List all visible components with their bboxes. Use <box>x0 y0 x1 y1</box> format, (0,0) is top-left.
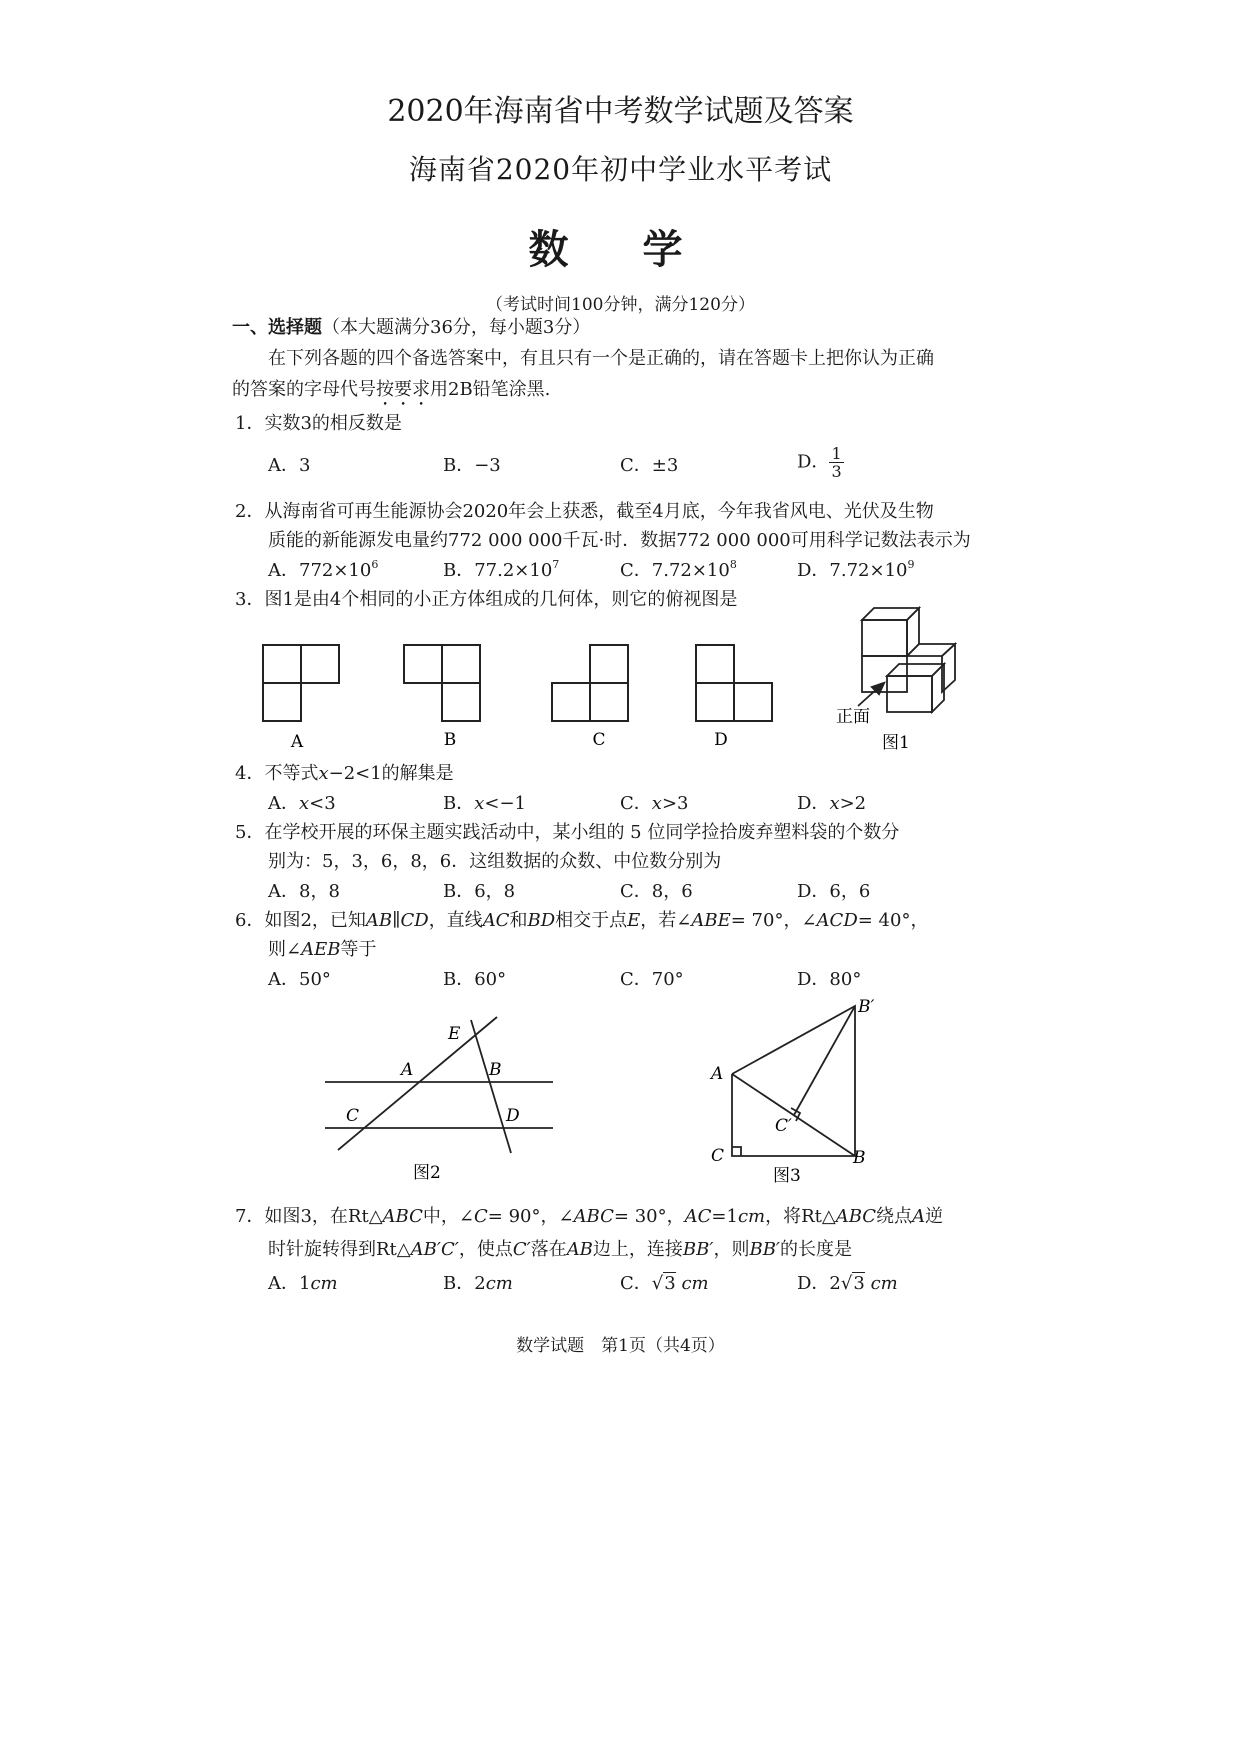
q4-c-post: >3 <box>661 793 689 814</box>
fig2-label-e: E <box>448 1024 461 1044</box>
q2-b-base: B．77.2×10 <box>443 560 553 581</box>
q6-text-7: = 40°， <box>857 910 929 931</box>
exam-info: （考试时间100分钟，满分120分） <box>486 295 755 315</box>
fraction-numerator: 1 <box>831 444 842 463</box>
q6-parallel: ∥ <box>392 910 401 931</box>
instruction-line-1: 在下列各题的四个备选答案中，有且只有一个是正确的，请在答题卡上把你认为正确 <box>268 348 934 369</box>
q3-label-b: B <box>443 730 457 750</box>
q7-text-14: 的长度是 <box>780 1239 853 1260</box>
subject-title: 数 学 <box>528 226 713 273</box>
q6-text-3: 和 <box>509 910 528 931</box>
q5-option-a: A．8，8 <box>268 881 340 902</box>
q6-line-2 <box>268 940 376 960</box>
exam-subtitle: 海南省2020年初中学业水平考试 <box>408 153 833 186</box>
q1-option-d-prefix: D． <box>797 451 830 473</box>
q7-abc-2: ABC <box>573 1206 614 1227</box>
q4-option-c <box>620 794 688 814</box>
q4-d-post: >2 <box>839 793 867 814</box>
q2-a-exponent: 6 <box>371 558 379 571</box>
q4-stem-post: −2<1的解集是 <box>328 763 454 784</box>
q7-bb-prime-2: BB′ <box>749 1239 781 1260</box>
q7-text-11: 落在 <box>530 1239 567 1260</box>
q4-a-post: <3 <box>309 793 336 814</box>
q1-option-a: A．3 <box>268 455 311 476</box>
q4-b-pre: B． <box>443 793 475 814</box>
q7-d-radicand: 3 <box>853 1273 865 1294</box>
q6-abe: ABE <box>691 910 731 931</box>
q3-label-c: C <box>592 730 606 750</box>
q5-line-2: 别为：5，3，6，8，6．这组数据的众数、中位数分别为 <box>268 851 722 872</box>
q6-ab: AB <box>365 910 393 931</box>
q7-abc: ABC <box>382 1206 423 1227</box>
q7-option-c: C．√3 cm <box>620 1273 709 1294</box>
q7-ab: AB <box>566 1239 593 1260</box>
q4-option-b <box>443 794 526 814</box>
q4-d-var: x <box>829 793 840 814</box>
q7-text-12: 边上，连接 <box>592 1239 683 1260</box>
q2-line-2: 质能的新能源发电量约772 000 000千瓦·时．数据772 000 000可用科学记数法表示为 <box>268 530 971 551</box>
q3-label-a: A <box>290 732 304 752</box>
fig3-caption: 图3 <box>773 1166 801 1186</box>
fig2-label-c: C <box>346 1106 360 1126</box>
q7-abc-prime: AB′C′ <box>410 1239 459 1260</box>
q4-c-pre: C． <box>620 793 652 814</box>
q5-option-d: D．6，6 <box>797 881 871 902</box>
q3-option-a-figure <box>263 645 339 721</box>
q7-text-5: =1 <box>711 1206 738 1227</box>
q7-c-prime: C′ <box>512 1239 531 1260</box>
instruction-emphasis: 按要求 <box>376 379 430 400</box>
q5-option-b: B．6，8 <box>443 881 516 902</box>
q7-a-unit: cm <box>310 1273 338 1294</box>
q3-option-b-figure <box>404 645 480 721</box>
q2-b-exponent: 7 <box>552 558 560 571</box>
fig1-caption: 图1 <box>882 733 910 753</box>
q4-option-d <box>797 794 866 814</box>
q4-stem-var: x <box>318 763 329 784</box>
q3-stem: 3．图1是由4个相同的小正方体组成的几何体，则它的俯视图是 <box>235 589 738 610</box>
fig1-cubes <box>858 608 955 712</box>
q7-a: A <box>912 1206 926 1227</box>
fig3-label-a: A <box>711 1064 724 1084</box>
q6-option-b: B．60° <box>443 969 507 990</box>
q4-a-pre: A． <box>268 793 299 814</box>
q7-text-8: 逆 <box>925 1206 944 1227</box>
q7-d-unit: cm <box>870 1273 898 1294</box>
q7-c-radicand: 3 <box>664 1273 676 1294</box>
q6-text-9: 等于 <box>340 939 377 960</box>
q6-text-2: ，直线 <box>428 910 483 931</box>
q7-option-b <box>443 1274 513 1294</box>
q3-label-d: D <box>714 730 728 750</box>
q6-option-d: D．80° <box>797 969 862 990</box>
q6-option-c: C．70° <box>620 969 684 990</box>
q7-line-1 <box>235 1207 943 1227</box>
q6-text-5: ，若∠ <box>640 910 692 931</box>
q6-text-8: 则∠ <box>268 939 302 960</box>
q6-aeb: AEB <box>301 939 341 960</box>
q6-acd: ACD <box>816 910 858 931</box>
fraction-denominator: 3 <box>831 462 842 481</box>
q4-b-var: x <box>474 793 485 814</box>
q7-ac: AC <box>684 1206 712 1227</box>
q6-line-1 <box>235 911 928 931</box>
fig2-lines <box>325 1017 553 1153</box>
fig3-label-cprime: C′ <box>775 1116 792 1136</box>
q6-e: E <box>627 910 641 931</box>
q7-option-d: D．2√3 cm <box>797 1273 898 1294</box>
q2-c-base: C．7.72×10 <box>620 560 730 581</box>
q7-c-unit: cm <box>681 1273 709 1294</box>
q3-option-c-figure <box>552 645 628 721</box>
fig1-front-label: 正面 <box>836 707 870 727</box>
q7-option-a <box>268 1274 338 1294</box>
q7-text-7: 绕点 <box>876 1206 913 1227</box>
instruction-text-b: 用2B铅笔涂黑. <box>430 379 551 400</box>
q6-text-4: 相交于点 <box>555 910 628 931</box>
q6-option-a: A．50° <box>268 969 331 990</box>
q6-bd: BD <box>527 910 556 931</box>
q2-d-base: D．7.72×10 <box>797 560 908 581</box>
q7-text-3: = 90°，∠ <box>487 1206 574 1227</box>
q7-c-pre: C． <box>620 1273 652 1294</box>
q4-b-post: <−1 <box>484 793 527 814</box>
fig3-label-b: B <box>853 1148 866 1168</box>
section-heading-title: 一、选择题 <box>232 317 322 338</box>
fig2-caption: 图2 <box>413 1163 441 1183</box>
q3-option-d-figure <box>696 645 772 721</box>
q4-d-pre: D． <box>797 793 830 814</box>
q7-d-pre: D．2 <box>797 1273 841 1294</box>
q7-line-2 <box>268 1240 852 1260</box>
q2-a-base: A．772×10 <box>268 560 372 581</box>
q7-text-9: 时针旋转得到Rt△ <box>268 1239 411 1260</box>
fig3-triangles <box>732 1006 855 1156</box>
q4-stem-pre: 4．不等式 <box>235 763 319 784</box>
q2-d-exponent: 9 <box>907 558 915 571</box>
q7-text-2: 中，∠ <box>422 1206 474 1227</box>
q7-text-10: ，使点 <box>458 1239 513 1260</box>
q7-text-1: 7．如图3，在Rt△ <box>235 1206 383 1227</box>
q7-b-unit: cm <box>485 1273 513 1294</box>
q7-abc-3: ABC <box>835 1206 877 1227</box>
q5-option-c: C．8，6 <box>620 881 693 902</box>
q6-text-6: = 70°，∠ <box>730 910 817 931</box>
q7-text-6: ，将Rt△ <box>765 1206 836 1227</box>
q4-option-a <box>268 794 336 814</box>
q7-b-pre: B．2 <box>443 1273 486 1294</box>
fig3-label-c: C <box>711 1146 725 1166</box>
q7-cm: cm <box>737 1206 766 1227</box>
fig3-label-bprime: B′ <box>858 997 875 1017</box>
q7-text-4: = 30°， <box>613 1206 685 1227</box>
q1-stem: 1．实数3的相反数是 <box>235 413 402 434</box>
q7-text-13: ，则 <box>713 1239 750 1260</box>
section-heading-note: （本大题满分36分，每小题3分） <box>322 317 591 338</box>
q7-c: C <box>473 1206 488 1227</box>
q6-text-1: 6．如图2，已知 <box>235 910 366 931</box>
q7-bb-prime: BB′ <box>682 1239 714 1260</box>
q1-option-c: C．±3 <box>620 455 679 476</box>
document-title: 2020年海南省中考数学试题及答案 <box>387 94 854 129</box>
q4-c-var: x <box>651 793 662 814</box>
fig2-label-d: D <box>506 1106 520 1126</box>
q7-a-pre: A．1 <box>268 1273 311 1294</box>
q2-line-1: 2．从海南省可再生能源协会2020年会上获悉，截至4月底，今年我省风电、光伏及生物 <box>235 501 934 522</box>
fig2-label-a: A <box>401 1060 414 1080</box>
q4-stem <box>235 764 454 784</box>
q2-c-exponent: 8 <box>729 558 737 571</box>
q5-line-1: 5．在学校开展的环保主题实践活动中，某小组的 5 位同学捡拾废弃塑料袋的个数分 <box>235 822 900 843</box>
q4-a-var: x <box>299 793 310 814</box>
page-footer: 数学试题 第1页（共4页） <box>516 1336 725 1356</box>
q6-ac: AC <box>482 910 510 931</box>
instruction-text-a: 的答案的字母代号 <box>232 379 376 400</box>
q1-option-b: B．−3 <box>443 455 501 476</box>
q6-cd: CD <box>400 910 429 931</box>
fig2-label-b: B <box>489 1060 502 1080</box>
